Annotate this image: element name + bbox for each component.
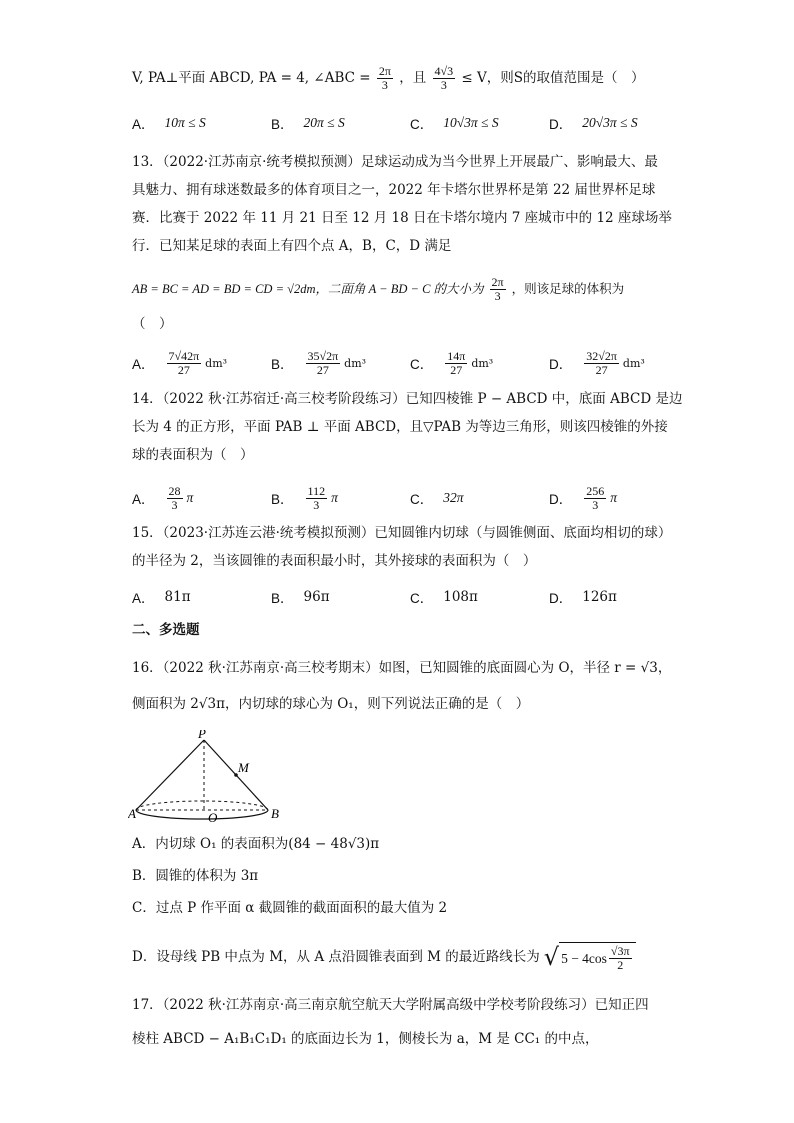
q13-cond-text: AB = BC = AD = BD = CD = √2dm，二面角 A − BD − C 的大小为 — [132, 282, 484, 296]
q14-line-3: 球的表面积为（ ） — [132, 447, 254, 463]
q12-frac-volume: $\frac{4√3}{3}$ — [434, 64, 454, 92]
q15-line-1: 15．（2023·江苏连云港·统考模拟预测）已知圆锥内切球（与圆锥侧面、底面均相切的球） — [132, 525, 672, 541]
q14-option-a[interactable]: A． $\frac{28}{3}$ π — [132, 483, 194, 512]
q12-condition-line — [132, 64, 662, 92]
cone-base-back — [136, 801, 268, 810]
q13-option-a[interactable]: A． $\frac{7√42\pi}{27}$ dm³ — [132, 348, 228, 377]
q15-option-a[interactable]: A． 81π — [132, 589, 191, 606]
q15-option-c[interactable]: C． 108π — [410, 589, 478, 606]
q17-stem — [132, 988, 662, 1056]
q14-line-2: 长为 4 的正方形，平面 PAB ⊥ 平面 ABCD，且▽PAB 为等边三角形，则该四棱锥的外接 — [132, 419, 668, 435]
q13-option-b[interactable]: B． $\frac{35√2\pi}{27}$ dm³ — [271, 348, 367, 377]
q14-line-1: 14．（2022 秋·江苏宿迁·高三校考阶段练习）已知四棱锥 P − ABCD 中，底面 ABCD 是边 — [132, 391, 683, 407]
q16-option-d-text: D．设母线 PB 中点为 M，从 A 点沿圆锥表面到 M 的最近路线长为 — [132, 949, 540, 965]
q16-cone-figure — [128, 730, 288, 825]
q16-stem-line-2: 侧面积为 2√3π，内切球的球心为 O₁，则下列说法正确的是（ ） — [132, 696, 530, 712]
q16-stem-line-1: 16．（2022 秋·江苏南京·高三校考期末）如图，已知圆锥的底面圆心为 O，半径 r = √3， — [132, 660, 672, 676]
q12-option-d[interactable]: D． 20√3π ≤ S — [549, 115, 638, 132]
q16-option-d[interactable] — [132, 940, 662, 974]
q14-option-c[interactable]: C． 32π — [410, 490, 464, 507]
q13-stem — [132, 148, 672, 260]
cone-base-front — [136, 810, 268, 819]
q13-option-c[interactable]: C． $\frac{14\pi}{27}$ dm³ — [410, 348, 494, 377]
q16-option-a[interactable]: A．内切球 O₁ 的表面积为(84 − 48√3)π — [132, 836, 380, 852]
q13-line-3: 赛．比赛于 2022 年 11 月 21 日至 12 月 18 日在卡塔尔境内 7 座城市中的 12 座球场举 — [132, 210, 672, 226]
q12-frac-angle: $\frac{2\pi}{3}$ — [378, 64, 391, 92]
q13-condition — [132, 275, 662, 303]
q12-options — [132, 108, 672, 138]
q12-text-c: ≤ V，则S的取值范围是（ ） — [461, 70, 645, 86]
sqrt-radical-icon: √ — [543, 943, 560, 971]
q17-line-1: 17．（2022 秋·江苏南京·高三南京航空航天大学附属高级中学校考阶段练习）已知正四 — [132, 997, 649, 1013]
q13-option-d[interactable]: D． $\frac{32√2\pi}{27}$ dm³ — [549, 348, 645, 377]
q14-option-b[interactable]: B． $\frac{112}{3}$ π — [271, 483, 338, 512]
q12-option-c[interactable]: C． 10√3π ≤ S — [410, 115, 499, 132]
cone-generatrix-pa — [136, 740, 204, 810]
q16-option-d-radicand: 5 − 4cos $\frac{√3\pi}{2}$ — [559, 942, 636, 973]
q12-option-a[interactable]: A． 10π ≤ S — [132, 115, 206, 132]
label-p: P — [198, 730, 206, 741]
q13-line-2: 具魅力、拥有球迷数最多的体育项目之一，2022 年卡塔尔世界杯是第 22 届世界杯足球 — [132, 182, 656, 198]
q13-options — [132, 345, 672, 381]
q13-cond-tail: ，则该足球的体积为 — [511, 281, 625, 296]
q17-line-2: 棱柱 ABCD − A₁B₁C₁D₁ 的底面边长为 1，侧棱长为 a，M 是 CC₁ 的中点， — [132, 1031, 599, 1047]
q15-option-b[interactable]: B． 96π — [271, 589, 330, 606]
q12-text-b: ，且 — [399, 70, 427, 86]
q12-text-a: V, PA⊥平面 ABCD, PA = 4, ∠ABC = — [132, 70, 371, 86]
q13-line-1: 13．（2022·江苏南京·统考模拟预测）足球运动成为当今世界上开展最广、影响最大、最 — [132, 154, 658, 170]
q13-paren: （ ） — [132, 316, 173, 332]
section-heading-multi-choice: 二、多选题 — [132, 622, 200, 637]
label-m: M — [238, 760, 249, 775]
q13-line-4: 行．已知某足球的表面上有四个点 A，B，C，D 满足 — [132, 238, 452, 254]
q15-option-d[interactable]: D． 126π — [549, 589, 617, 606]
q15-stem — [132, 519, 672, 575]
q15-line-2: 的半径为 2，当该圆锥的表面积最小时，其外接球的表面积为（ ） — [132, 553, 537, 569]
q14-stem — [132, 385, 683, 469]
q16-option-c[interactable]: C．过点 P 作平面 α 截圆锥的截面面积的最大值为 2 — [132, 900, 448, 916]
q16-option-b[interactable]: B．圆锥的体积为 3π — [132, 868, 259, 884]
q14-option-d[interactable]: D． $\frac{256}{3}$ π — [549, 483, 618, 512]
q13-cond-frac: $\frac{2\pi}{3}$ — [491, 275, 504, 303]
q12-option-b[interactable]: B． 20π ≤ S — [271, 115, 345, 132]
q15-options — [132, 582, 672, 612]
label-a: A — [128, 806, 136, 821]
q14-options — [132, 480, 672, 516]
label-b: B — [271, 806, 279, 821]
label-o: O — [208, 810, 218, 825]
